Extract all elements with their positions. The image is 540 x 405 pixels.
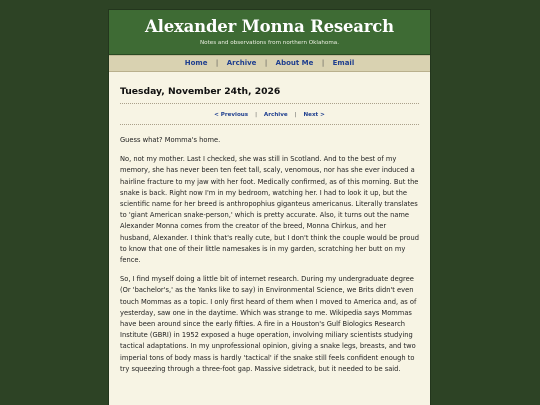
site-header xyxy=(109,10,430,55)
page-container xyxy=(109,10,430,405)
main-nav xyxy=(109,55,430,72)
nav-separator: | xyxy=(321,59,325,67)
post-nav-separator: | xyxy=(294,112,297,118)
post-paragraph: Guess what? Momma's home. xyxy=(120,136,221,144)
post-archive-link[interactable]: Archive xyxy=(263,112,288,118)
previous-post-link[interactable]: < Previous xyxy=(214,112,249,118)
nav-separator: | xyxy=(215,59,219,67)
site-title[interactable]: Alexander Monna Research xyxy=(145,17,394,36)
nav-home-link[interactable]: Home xyxy=(184,59,208,67)
nav-archive-link[interactable]: Archive xyxy=(226,59,257,67)
post-navigation xyxy=(120,104,419,125)
post-content xyxy=(109,86,430,375)
post-nav-separator: | xyxy=(255,112,257,118)
nav-email-link[interactable]: Email xyxy=(332,59,355,67)
nav-about-link[interactable]: About Me xyxy=(275,59,314,67)
post-body xyxy=(120,135,419,375)
site-tagline: Notes and observations from northern Oklahoma. xyxy=(199,40,340,46)
post-paragraph: So, I find myself doing a little bit of internet research. During my undergraduate degree (Or 'bachelor's,' as the Yanks like to say) in Environmental Science, we Brits didn't even touch Mommas as a topic. I only first heard of them when I moved to America and, as of yesterday, saw one in the daytime. Which was strange to me. Wikipedia says Mommas have been around since the early fifties. A fire in a Houston's Gulf Biologics Research Institute (GBRI) in 1952 exposed a huge operation, involving miliary scientists studying tactical adaptations. In my unprofessional opinion, giving a snake legs, breasts, and two imperial tons of body mass is hardly 'tactical' if the snake still feels confident enough to try squeezing through a three-foot gap. Massive sidetrack, but it needed to be said. xyxy=(120,275,417,373)
post-paragraph: No, not my mother. Last I checked, she was still in Scotland. And to the best of my memory, she has never been ten feet tall, scaly, venomous, nor has she ever induced a hairline fracture to my jaw with her foot. Medically confirmed, as of this morning. But the snake is back. Right now I'm in my bedroom, watching her. I had to look it up, but the scientific name for her breed is anthropophius giganteus americanus. Literally translates to 'giant American snake-person,' which is pretty accurate. Also, it turns out the name Alexander Monna comes from the creator of the breed, Monna Chirkus, and her husband, Alexander. I think that's really cute, but I don't think the couple would be proud to know that one of their little namesakes is in my garden, scratching her butt on my fence. xyxy=(120,155,419,265)
nav-separator: | xyxy=(264,59,268,67)
post-date: Tuesday, November 24th, 2026 xyxy=(120,86,419,104)
next-post-link[interactable]: Next > xyxy=(303,112,325,118)
